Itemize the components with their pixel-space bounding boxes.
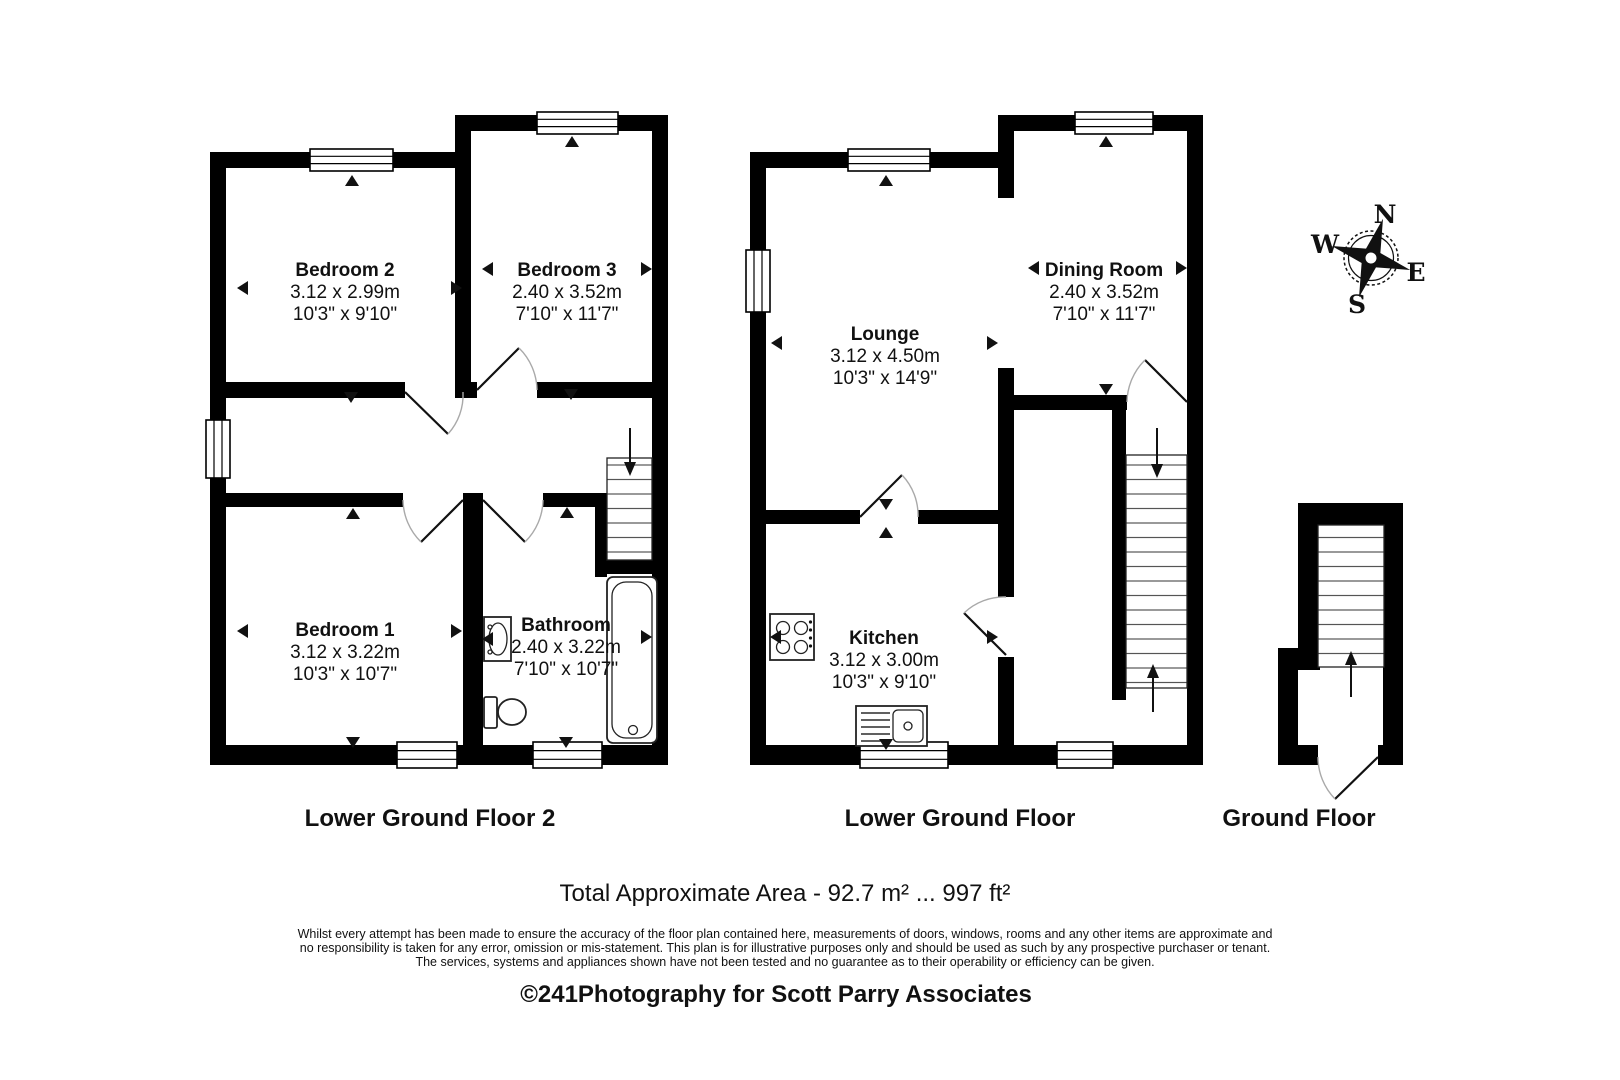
room-dims-imperial: 7'10" x 11'7": [515, 304, 619, 325]
window: [397, 742, 457, 768]
room-dims-metric: 3.12 x 3.22m: [290, 642, 400, 663]
copyright-text: ©241Photography for Scott Parry Associates: [520, 981, 1032, 1008]
disclaimer-line-2: no responsibility is taken for any error, omission or mis-statement. This plan is for illustrative purposes only and should be used as such by any prospective purchaser or tenant.: [299, 941, 1271, 955]
floor-title-ground-floor: Ground Floor: [1222, 805, 1376, 832]
room-dims-imperial: 10'3" x 10'7": [292, 664, 398, 685]
room-label: Bedroom 2: [295, 260, 395, 281]
compass-e: E: [1406, 258, 1426, 287]
window: [310, 149, 393, 171]
room-dims-imperial: 7'10" x 10'7": [513, 659, 619, 680]
room-label: Lounge: [850, 324, 920, 345]
room-dims-imperial: 10'3" x 9'10": [831, 672, 937, 693]
room-bedroom-2: [290, 260, 400, 325]
window: [537, 112, 618, 134]
total-area-text: Total Approximate Area - 92.7 m² ... 997 ft²: [559, 880, 1011, 907]
room-bedroom-3: [512, 260, 622, 325]
disclaimer-line-1: Whilst every attempt has been made to ensure the accuracy of the floor plan contained here, measurements of doors, windows, rooms and any other items are approximate and: [297, 927, 1273, 941]
compass-s: S: [1347, 290, 1367, 319]
floor-title-lower-ground-floor-2: Lower Ground Floor 2: [304, 805, 556, 832]
compass-w: W: [1310, 230, 1340, 259]
window: [1075, 112, 1153, 134]
room-bathroom: [511, 615, 621, 680]
room-dims-metric: 2.40 x 3.22m: [511, 637, 621, 658]
room-dims-metric: 3.12 x 3.00m: [829, 650, 939, 671]
room-label: Kitchen: [849, 628, 919, 649]
room-label: Bedroom 3: [517, 260, 617, 281]
room-dims-metric: 3.12 x 4.50m: [830, 346, 940, 367]
room-dims-imperial: 10'3" x 14'9": [832, 368, 938, 389]
window: [533, 742, 602, 768]
window: [1057, 742, 1113, 768]
window: [206, 420, 230, 478]
staircase: [1126, 428, 1187, 712]
room-dims-metric: 2.40 x 3.52m: [1049, 282, 1159, 303]
disclaimer-line-3: The services, systems and appliances shown have not been tested and no guarantee as to their operability or efficiency can be given.: [415, 955, 1155, 969]
room-label: Bathroom: [521, 615, 611, 636]
room-bedroom-1: [290, 620, 400, 685]
room-dims-imperial: 10'3" x 9'10": [292, 304, 398, 325]
room-dims-metric: 2.40 x 3.52m: [512, 282, 622, 303]
room-dims-metric: 3.12 x 2.99m: [290, 282, 400, 303]
toilet: [484, 697, 526, 728]
room-label: Dining Room: [1044, 260, 1164, 281]
room-label: Bedroom 1: [295, 620, 395, 641]
window: [848, 149, 930, 171]
room-dims-imperial: 7'10" x 11'7": [1052, 304, 1156, 325]
window: [746, 250, 770, 312]
room-dining: [1045, 260, 1163, 325]
floor-title-lower-ground-floor: Lower Ground Floor: [844, 805, 1076, 832]
compass-n: N: [1373, 200, 1397, 229]
